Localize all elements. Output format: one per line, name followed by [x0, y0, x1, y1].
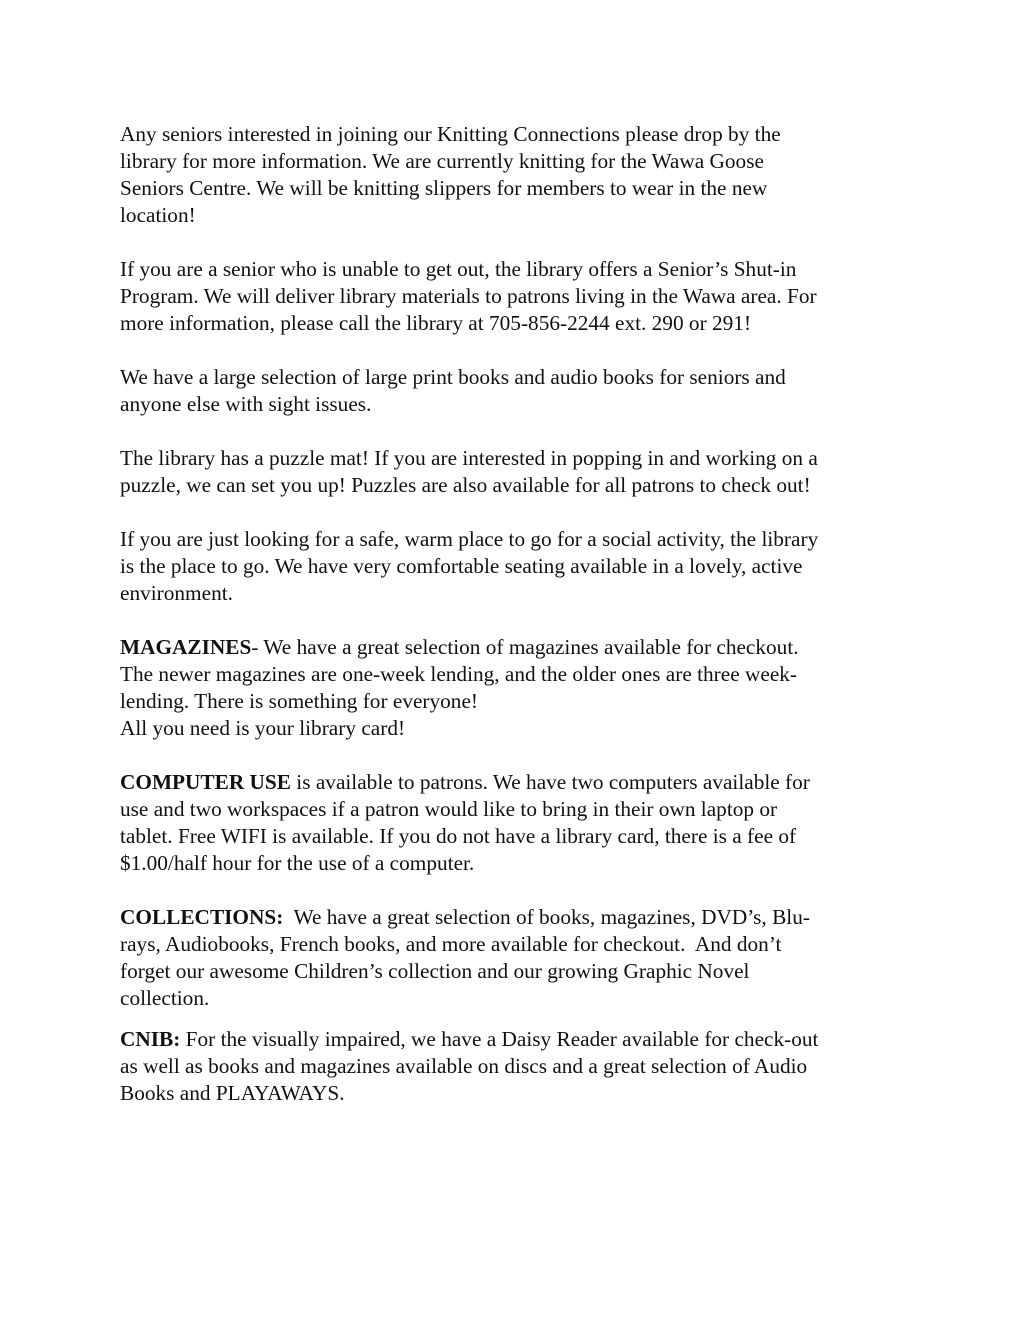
paragraph-spacer [120, 418, 892, 445]
text-line: All you need is your library card! [120, 716, 406, 740]
text-line: lending. There is something for everyone! [120, 689, 479, 713]
text-line: Seniors Centre. We will be knitting slippers for members to wear in the new [120, 176, 768, 200]
text-line: tablet. Free WIFI is available. If you do not have a library card, there is a fee of [120, 824, 797, 848]
text-run: For the visually impaired, we have a Daisy Reader available for check-out [180, 1027, 819, 1051]
document-body [120, 121, 892, 1107]
text-line: anyone else with sight issues. [120, 392, 372, 416]
text-line: environment. [120, 581, 233, 605]
paragraph-spacer [120, 607, 892, 634]
text-run: - We have a great selection of magazines available for checkout. [251, 635, 799, 659]
text-line: The library has a puzzle mat! If you are interested in popping in and working on a [120, 446, 818, 470]
text-line: more information, please call the library at 705-856-2244 ext. 290 or 291! [120, 311, 752, 335]
section-heading-computer-use: COMPUTER USE [120, 770, 291, 794]
section-heading-collections: COLLECTIONS: [120, 905, 284, 929]
text-line: Program. We will deliver library materials to patrons living in the Wawa area. For [120, 284, 817, 308]
text-line: We have a large selection of large print books and audio books for seniors and [120, 365, 786, 389]
text-line: as well as books and magazines available on discs and a great selection of Audio [120, 1054, 808, 1078]
text-line: collection. [120, 986, 210, 1010]
text-line [120, 904, 892, 931]
paragraph-spacer [120, 229, 892, 256]
paragraph-cnib [120, 1026, 892, 1107]
section-heading-magazines: MAGAZINES [120, 635, 252, 659]
paragraph-knitting [120, 121, 892, 229]
text-line: If you are a senior who is unable to get out, the library offers a Senior’s Shut-in [120, 257, 797, 281]
text-line: location! [120, 203, 196, 227]
paragraph-social [120, 526, 892, 607]
text-line [120, 1026, 892, 1053]
text-line: library for more information. We are currently knitting for the Wawa Goose [120, 149, 764, 173]
paragraph-shut-in [120, 256, 892, 337]
paragraph-puzzle [120, 445, 892, 499]
text-run: is available to patrons. We have two computers available for [290, 770, 810, 794]
paragraph-spacer [120, 1012, 892, 1026]
text-line: If you are just looking for a safe, warm place to go for a social activity, the library [120, 527, 819, 551]
text-line: rays, Audiobooks, French books, and more available for checkout. And don’t [120, 932, 782, 956]
text-line: The newer magazines are one-week lending, and the older ones are three week- [120, 662, 798, 686]
paragraph-spacer [120, 877, 892, 904]
section-heading-cnib: CNIB: [120, 1027, 181, 1051]
text-line: $1.00/half hour for the use of a computer. [120, 851, 475, 875]
paragraph-magazines [120, 634, 892, 742]
paragraph-spacer [120, 742, 892, 769]
text-line: Books and PLAYAWAYS. [120, 1081, 345, 1105]
text-run: We have a great selection of books, magazines, DVD’s, Blu- [283, 905, 810, 929]
paragraph-spacer [120, 499, 892, 526]
text-line: puzzle, we can set you up! Puzzles are also available for all patrons to check out! [120, 473, 811, 497]
text-line: use and two workspaces if a patron would like to bring in their own laptop or [120, 797, 778, 821]
paragraph-spacer [120, 337, 892, 364]
text-line: Any seniors interested in joining our Knitting Connections please drop by the [120, 122, 781, 146]
paragraph-large-print [120, 364, 892, 418]
text-line: is the place to go. We have very comfortable seating available in a lovely, active [120, 554, 803, 578]
text-line [120, 634, 892, 661]
paragraph-computer-use [120, 769, 892, 877]
paragraph-collections [120, 904, 892, 1012]
text-line: forget our awesome Children’s collection and our growing Graphic Novel [120, 959, 750, 983]
text-line [120, 769, 892, 796]
